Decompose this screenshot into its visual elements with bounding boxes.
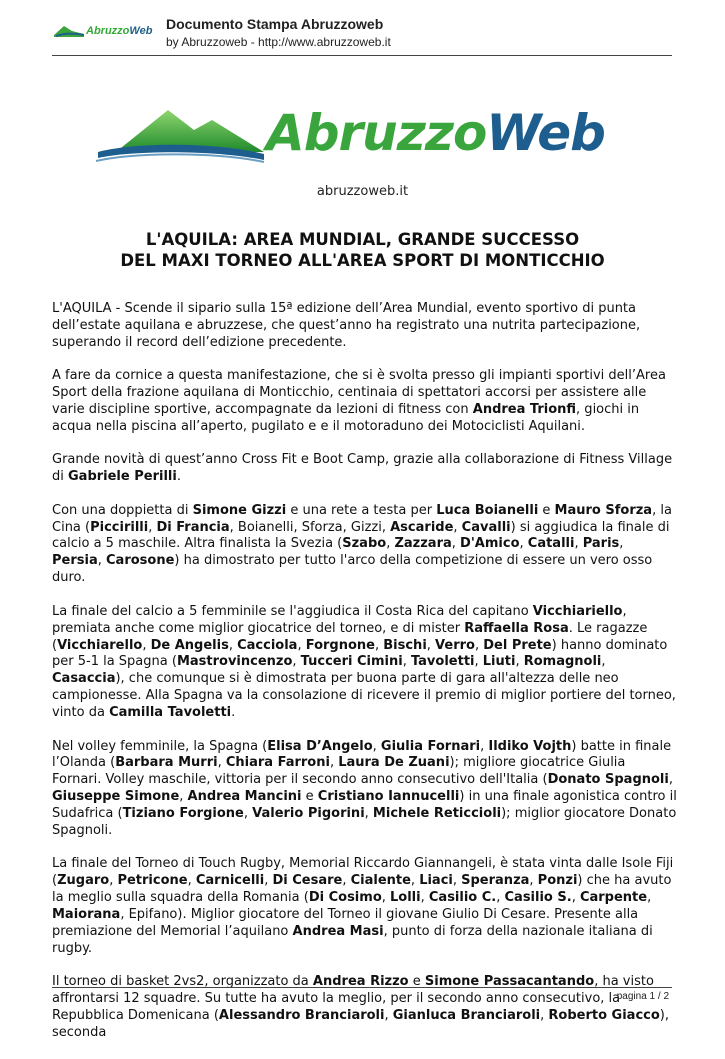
paragraph [52, 974, 677, 1042]
text-run: ); migliore giocatrice Giulia Fornari. Volley maschile, vittoria per il secondo anno consecutivo dell'Italia ( [52, 755, 626, 788]
bold-name: Gianluca Branciaroli [392, 1008, 541, 1024]
text-run: , [515, 654, 524, 670]
paragraph [52, 739, 677, 840]
bold-name: Valerio Pigorini [252, 806, 365, 822]
text-run: , [668, 772, 673, 788]
bold-name: Casilio C. [428, 890, 497, 906]
text-run: , [402, 654, 411, 670]
text-run: , [451, 536, 461, 552]
text-run: , [474, 637, 484, 653]
bold-name: Simone Gizzi [192, 502, 287, 518]
text-run: , [519, 536, 528, 552]
bold-name: Bischi [383, 637, 427, 653]
bold-name: Laura De Zuani [338, 755, 450, 771]
header-title: Documento Stampa Abruzzoweb [166, 16, 384, 32]
header-subtitle: by Abruzzoweb - http://www.abruzzoweb.it [166, 35, 391, 49]
paragraph [52, 604, 677, 722]
bold-name: Szabo [342, 536, 387, 552]
text-run: A fare da cornice a questa manifestazione, che si è svolta presso gli impianti sportivi dell’Area Sport della frazione aquilana di Monticchio, centinaia di spettatori accorsi per assistere alle varie discipline sportive, accompagnate da lezioni di fitness con [52, 368, 666, 418]
bold-name: Michele Reticcioli [372, 806, 502, 822]
text-run: , [217, 755, 226, 771]
bold-name: Mauro Sforza [554, 502, 653, 518]
bold-name: Vicchiariello [532, 603, 623, 619]
bold-name: D'Amico [460, 536, 520, 552]
bold-name: Roberto Giacco [548, 1008, 660, 1024]
text-run: , [179, 789, 188, 805]
bold-name: Tavoletti [410, 654, 475, 670]
bold-name: Lolli [390, 890, 421, 906]
bold-name: Ponzi [537, 873, 578, 889]
text-run: ); miglior giocatore Donato Spagnoli. [52, 806, 677, 839]
text-run: , [480, 738, 489, 754]
bold-name: Speranza [461, 873, 530, 889]
text-run: , [187, 873, 196, 889]
text-run: . Le ragazze ( [52, 620, 648, 653]
bold-name: Camilla Tavoletti [109, 705, 232, 721]
text-run: , [228, 637, 238, 653]
text-run: , [142, 637, 151, 653]
text-run: ) ha dimostrato per tutto l'arco della competizione di essere un vero osso duro. [52, 553, 653, 586]
bold-name: Barbara Murri [115, 755, 218, 771]
text-run: , [381, 890, 391, 906]
bold-name: Donato Spagnoli [547, 772, 669, 788]
bold-name: Piccirilli [90, 519, 149, 535]
text-run: , [474, 654, 483, 670]
main-logo [96, 106, 616, 168]
text-run: ) hanno dominato per 5-1 la Spagna ( [52, 637, 668, 670]
text-run: e una rete a testa per [286, 502, 437, 518]
bold-name: Zazzara [394, 536, 452, 552]
bold-name: Forgnone [305, 637, 375, 653]
bold-name: Persia [52, 553, 98, 569]
mountain-logo-icon [96, 106, 266, 168]
bold-name: Andrea Masi [292, 924, 384, 940]
paragraph [52, 503, 677, 588]
text-run: . [176, 469, 181, 485]
text-run: , Boianelli, Sforza, Gizzi, [229, 519, 391, 535]
footer-divider [52, 987, 672, 988]
bold-name: Maiorana [52, 907, 121, 923]
bold-name: Cavalli [461, 519, 511, 535]
text-run: , [292, 654, 301, 670]
paragraph [52, 301, 677, 352]
bold-name: Vicchiarello [57, 637, 143, 653]
text-run: La finale del Torneo di Touch Rugby, Memorial Riccardo Giannangeli, è stata vinta dalle Isole Fiji ( [52, 856, 674, 889]
text-run: e [538, 502, 555, 518]
bold-name: Tiziano Forgione [122, 806, 244, 822]
text-run: e [301, 789, 318, 805]
bold-name: Di Francia [156, 519, 230, 535]
text-run: , [496, 890, 505, 906]
bold-name: Ascaride [390, 519, 454, 535]
text-run: ) batte in finale l’Olanda ( [52, 738, 672, 771]
paragraph [52, 452, 677, 486]
text-run: Con una doppietta di [52, 502, 193, 518]
text-run: , premiata anche come miglior giocatrice del torneo, e di mister [52, 603, 627, 636]
bold-name: Del Prete [483, 637, 552, 653]
text-run: ), che comunque si è dimostrata per buona parte di gara all'altezza delle neo campionesse. Alla Spagna va la consolazione di ricevere il premio di miglior portiere del torneo, vinto da [52, 671, 676, 721]
text-run: , [264, 873, 273, 889]
text-run: , [148, 519, 157, 535]
text-run: , [529, 873, 538, 889]
bold-name: Ildiko Vojth [488, 738, 572, 754]
article-title-line: DEL MAXI TORNEO ALL'AREA SPORT DI MONTICCHIO [120, 251, 605, 270]
page-number: pagina 1 / 2 [616, 991, 669, 1002]
bold-name: Petricone [117, 873, 188, 889]
text-run: , [372, 738, 381, 754]
text-run: , [109, 873, 118, 889]
bold-name: Catalli [527, 536, 575, 552]
text-run: ) che ha avuto la meglio sulla squadra della Romania ( [52, 873, 672, 906]
text-run: , ha visto affrontarsi 12 squadre. Su tutte ha avuto la meglio, per il secondo anno consecutivo, la Repubblica Domenicana ( [52, 974, 654, 1024]
header-logo-text: AbruzzoWeb [86, 25, 153, 37]
paragraph [52, 856, 677, 957]
bold-name: Gabriele Perilli [68, 469, 177, 485]
text-run: Il torneo di basket 2vs2, organizzato da [52, 974, 313, 990]
bold-name: Carpente [579, 890, 648, 906]
text-run: Nel volley femminile, la Spagna ( [52, 738, 268, 754]
text-run: ), seconda [52, 1008, 670, 1041]
text-run: , [574, 536, 583, 552]
bold-name: Carnicelli [195, 873, 265, 889]
text-run: , [342, 873, 351, 889]
text-run: . [231, 705, 236, 721]
text-run: , [453, 519, 462, 535]
header-mountain-icon [54, 24, 84, 38]
bold-name: Simone Passacantando [424, 974, 595, 990]
bold-name: Liuti [482, 654, 516, 670]
bold-name: De Angelis [150, 637, 229, 653]
header-divider [52, 55, 672, 56]
article-body [52, 301, 677, 1059]
text-run: , giochi in acqua nella piscina all’aperto, pugilato e e il motoraduno dei Motociclisti Aquilani. [52, 402, 640, 434]
article-title [40, 229, 685, 271]
bold-name: Romagnoli [523, 654, 602, 670]
bold-name: Luca Boianelli [436, 502, 539, 518]
bold-name: Liaci [419, 873, 453, 889]
bold-name: Cacciola [237, 637, 298, 653]
text-run: , [329, 755, 339, 771]
text-run: , [410, 873, 420, 889]
bold-name: Casilio S. [504, 890, 572, 906]
bold-name: Giulia Fornari [380, 738, 481, 754]
text-run: e [408, 974, 425, 990]
text-run: , [364, 806, 373, 822]
bold-name: Chiara Farroni [225, 755, 330, 771]
page-header [52, 14, 672, 58]
bold-name: Zugaro [57, 873, 110, 889]
bold-name: Paris [582, 536, 620, 552]
site-label: abruzzoweb.it [316, 184, 409, 199]
text-run: , [386, 536, 395, 552]
bold-name: Cialente [350, 873, 411, 889]
article-title-line: L'AQUILA: AREA MUNDIAL, GRANDE SUCCESSO [145, 230, 580, 249]
text-run: , [452, 873, 462, 889]
text-run: , [426, 637, 436, 653]
text-run: , [619, 536, 624, 552]
text-run: , la Cina ( [52, 502, 672, 535]
bold-name: Casaccia [52, 671, 116, 687]
bold-name: Alessandro Branciaroli [218, 1008, 385, 1024]
bold-name: Elisa D’Angelo [267, 738, 373, 754]
text-run: L'AQUILA - Scende il sipario sulla 15ª edizione dell’Area Mundial, evento sportivo di punta dell’estate aquilana e abruzzese, che quest’anno ha registrato una nutrita partecipazione, superando il record dell’edizione precedente. [52, 301, 641, 350]
text-run: , [243, 806, 253, 822]
bold-name: Andrea Mancini [187, 789, 302, 805]
bold-name: Cristiano Iannucelli [317, 789, 460, 805]
text-run: , [297, 637, 306, 653]
bold-name: Verro [435, 637, 475, 653]
paragraph [52, 368, 677, 436]
bold-name: Raffaella Rosa [464, 620, 569, 636]
bold-name: Andrea Trionfi [472, 402, 577, 418]
bold-name: Mastrovincenzo [176, 654, 293, 670]
text-run: , [601, 654, 606, 670]
text-run: , [647, 890, 652, 906]
bold-name: Carosone [106, 553, 175, 569]
text-run: , [540, 1008, 549, 1024]
text-run: , [571, 890, 580, 906]
text-run: , Epifano). Miglior giocatore del Torneo il giovane Giulio Di Cesare. Presente alla premiazione del Memorial l’aquilano [52, 907, 639, 940]
header-logo [54, 24, 152, 38]
text-run: ) si aggiudica la finale di calcio a 5 maschile. Altra finalista la Svezia ( [52, 519, 670, 552]
bold-name: Di Cesare [272, 873, 343, 889]
text-run: Grande novità di quest’anno Cross Fit e Boot Camp, grazie alla collaborazione di Fitness Village di [52, 452, 673, 485]
text-run: , [374, 637, 384, 653]
bold-name: Giuseppe Simone [52, 789, 180, 805]
text-run: , punto di forza della nazionale italiana di rugby. [52, 924, 653, 956]
logo-wordmark: AbruzzoWeb [266, 104, 605, 162]
bold-name: Di Cosimo [308, 890, 382, 906]
text-run: La finale del calcio a 5 femminile se l'aggiudica il Costa Rica del capitano [52, 603, 533, 619]
text-run: , [420, 890, 429, 906]
text-run: , [97, 553, 106, 569]
bold-name: Andrea Rizzo [312, 974, 409, 990]
text-run: , [384, 1008, 393, 1024]
bold-name: Tucceri Cimini [300, 654, 403, 670]
text-run: ) in una finale agonistica contro il Sudafrica ( [52, 789, 677, 822]
